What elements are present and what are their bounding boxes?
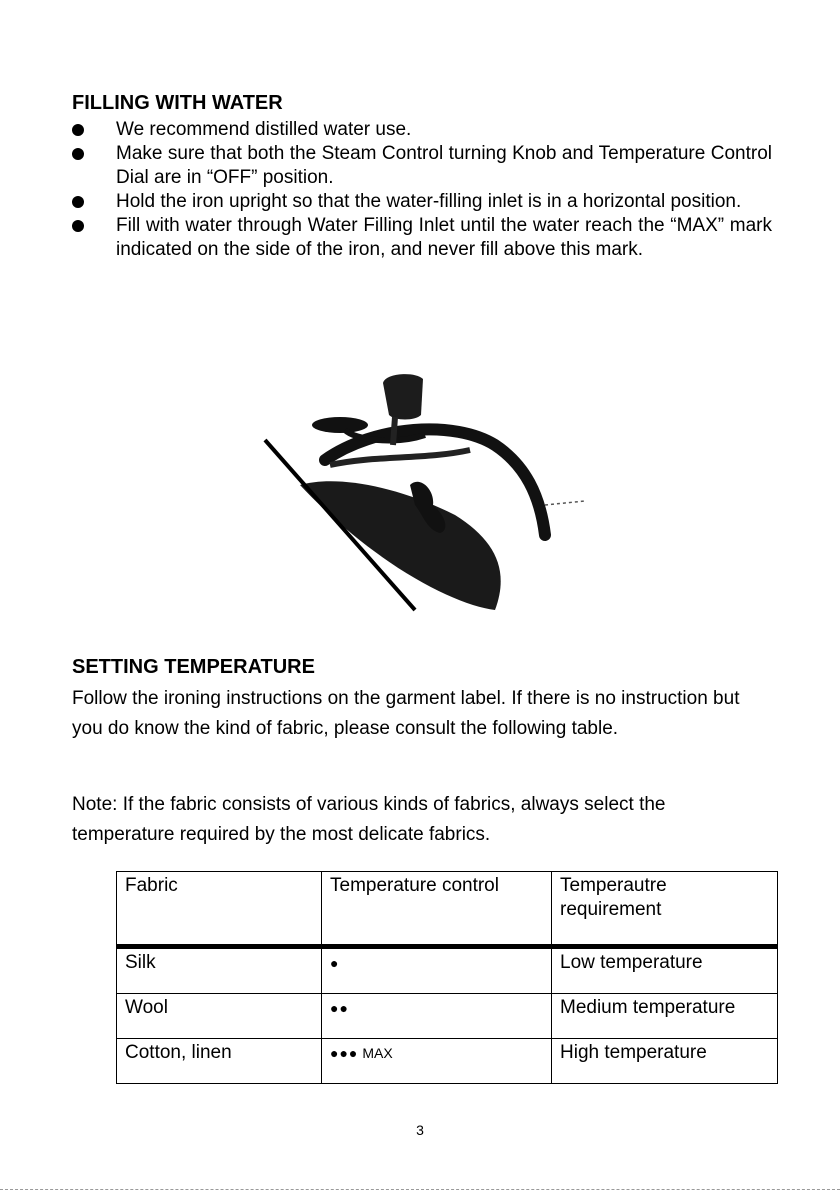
table-row bbox=[117, 1039, 778, 1084]
note-paragraph: Note: If the fabric consists of various kinds of fabrics, always select the temperature required by the most delicate fabrics. bbox=[72, 794, 666, 845]
bullet-text: We recommend distilled water use. bbox=[116, 119, 412, 140]
list-item bbox=[72, 214, 772, 262]
column-header-fabric: Fabric bbox=[117, 872, 322, 947]
table-row bbox=[117, 947, 778, 994]
page-number: 3 bbox=[416, 1122, 424, 1138]
iron-filling-illustration bbox=[255, 365, 585, 620]
intro-paragraph: Follow the ironing instructions on the garment label. If there is no instruction but you do know the kind of fabric, please consult the following table. bbox=[72, 688, 740, 739]
column-header-temperature-control: Temperature control bbox=[322, 872, 552, 947]
column-header-requirement: Temperautre requirement bbox=[552, 872, 778, 947]
requirement-cell: High temperature bbox=[552, 1039, 778, 1084]
bullet-text: Make sure that both the Steam Control turning Knob and Temperature Control Dial are in “OFF” position. bbox=[116, 143, 772, 188]
bullet-text: Fill with water through Water Filling Inlet until the water reach the “MAX” mark indicated on the side of the iron, and never fill above this mark. bbox=[116, 215, 772, 260]
requirement-cell: Medium temperature bbox=[552, 994, 778, 1039]
bullet-text: Hold the iron upright so that the water-filling inlet is in a horizontal position. bbox=[116, 191, 742, 212]
bullet-icon bbox=[72, 148, 84, 160]
list-item bbox=[72, 142, 772, 190]
table-header-row bbox=[117, 872, 778, 947]
control-cell bbox=[322, 994, 552, 1039]
table-row bbox=[117, 994, 778, 1039]
section-title-setting: SETTING TEMPERATURE bbox=[72, 656, 315, 678]
fabric-cell: Wool bbox=[117, 994, 322, 1039]
fabric-cell: Cotton, linen bbox=[117, 1039, 322, 1084]
dot-marks: ●● bbox=[330, 1000, 349, 1016]
filling-instructions-list bbox=[72, 118, 772, 262]
temperature-table bbox=[116, 871, 778, 1084]
max-label: MAX bbox=[362, 1045, 393, 1061]
bullet-icon bbox=[72, 124, 84, 136]
list-item bbox=[72, 190, 772, 214]
fabric-cell: Silk bbox=[117, 947, 322, 994]
requirement-cell: Low temperature bbox=[552, 947, 778, 994]
list-item bbox=[72, 118, 772, 142]
bullet-icon bbox=[72, 196, 84, 208]
bottom-divider bbox=[0, 1189, 840, 1190]
dot-marks: ●●● bbox=[330, 1045, 359, 1061]
control-cell bbox=[322, 947, 552, 994]
control-cell bbox=[322, 1039, 552, 1084]
section-title-filling: FILLING WITH WATER bbox=[72, 92, 283, 114]
bullet-icon bbox=[72, 220, 84, 232]
dot-marks: ● bbox=[330, 955, 340, 971]
